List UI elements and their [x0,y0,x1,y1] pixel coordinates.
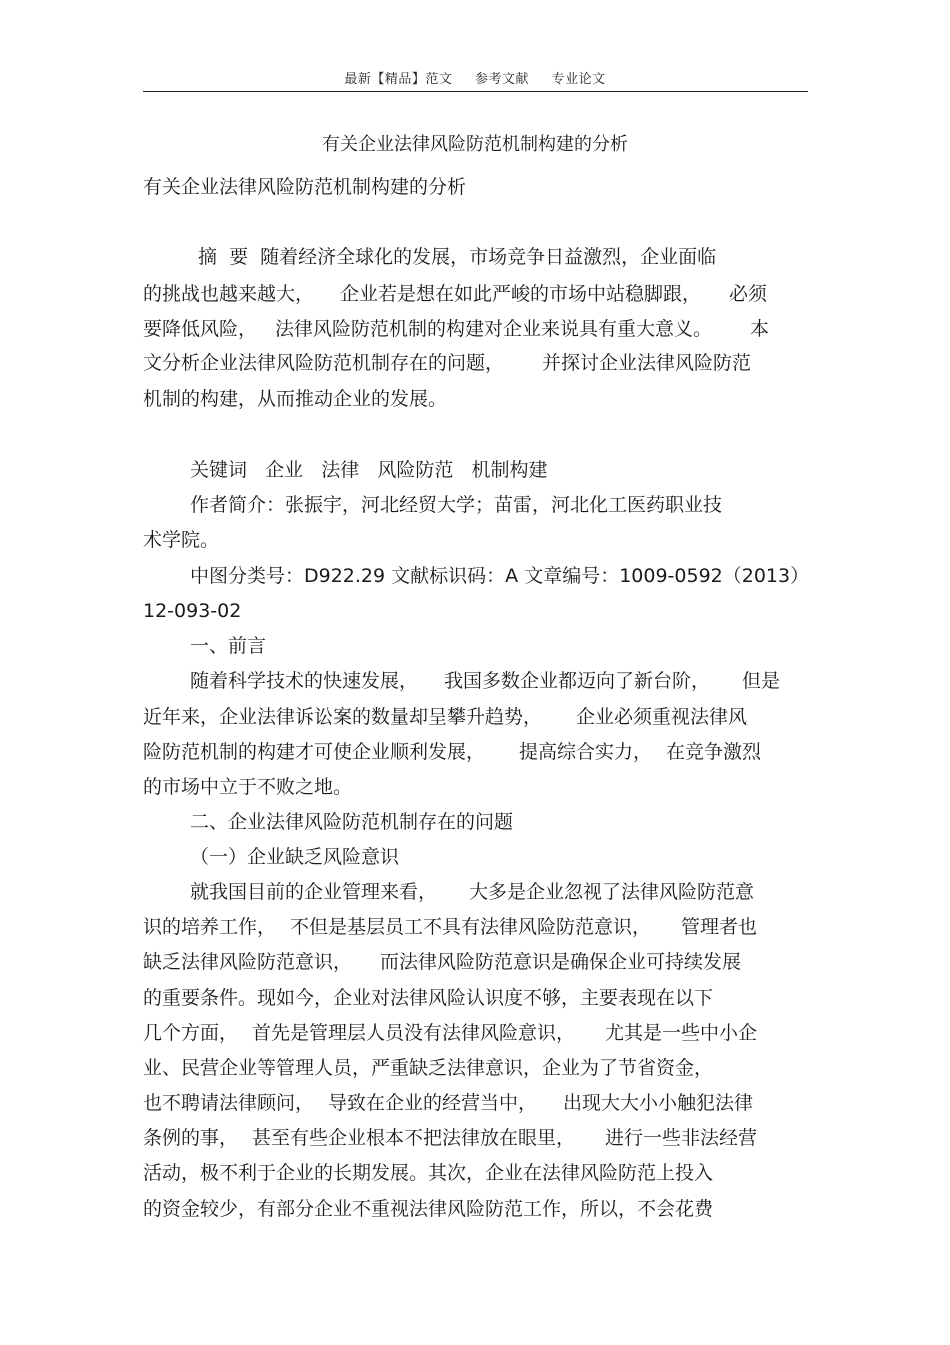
author-line: 术学院。 [143,529,220,551]
text-fragment: 不但是基层员工不具有法律风险防范意识， [290,916,652,938]
classification-line: 中图分类号：D922.29 文献标识码：A 文章编号：1009-0592（2013） [190,565,810,587]
paragraph-line [143,949,741,975]
paragraph-line [143,704,747,730]
document-subtitle: 有关企业法律风险防范机制构建的分析 [143,176,467,198]
text-fragment: 管理者也 [681,916,758,938]
paragraph-line: 的市场中立于不败之地。 [143,776,353,798]
page-header [0,68,950,87]
text-fragment: 近年来，企业法律诉讼案的数量却呈攀升趋势， [143,706,543,728]
text-fragment: 随着科学技术的快速发展， [190,670,419,692]
abstract-line [143,281,767,307]
text-fragment: 导致在企业的经营当中， [328,1092,538,1114]
keywords-line: 关键词 企业 法律 风险防范 机制构建 [190,459,548,481]
header-item-references: 参考文献 [474,72,529,87]
paragraph-line: 的资金较少，有部分企业不重视法律风险防范工作，所以，不会花费 [143,1198,714,1220]
abstract-line [143,350,751,376]
paragraph-line [143,1125,757,1151]
abstract-fragment: 本 [750,318,770,340]
text-fragment: 而法律风险防范意识是确保企业可持续发展 [380,951,742,973]
text-fragment: 但是 [742,670,781,692]
abstract-fragment: 的挑战也越来越大， [143,283,315,305]
text-fragment: 在竞争激烈 [666,741,762,763]
abstract-fragment: 法律风险防范机制的构建对企业来说具有重大意义。 [275,318,713,340]
abstract-fragment: 并探讨企业法律风险防范 [542,352,752,374]
document-title: 有关企业法律风险防范机制构建的分析 [322,134,628,155]
section-heading: 一、前言 [190,635,267,657]
text-fragment: 险防范机制的构建才可使企业顺利发展， [143,741,486,763]
text-fragment: 缺乏法律风险防范意识， [143,951,353,973]
text-fragment: 几个方面， [143,1022,239,1044]
text-fragment: 企业必须重视法律风 [576,706,748,728]
paragraph-line [143,914,757,940]
abstract-line: 摘 要 随着经济全球化的发展，市场竞争日益激烈，企业面临 [198,246,717,268]
paragraph-line [190,668,780,694]
text-fragment: 识的培养工作， [143,916,277,938]
text-fragment: 尤其是一些中小企 [605,1022,758,1044]
abstract-line: 机制的构建，从而推动企业的发展。 [143,388,448,410]
text-fragment: 首先是管理层人员没有法律风险意识， [252,1022,576,1044]
text-fragment: 条例的事， [143,1127,239,1149]
text-fragment: 甚至有些企业根本不把法律放在眼里， [252,1127,576,1149]
paragraph-line: 的重要条件。现如今，企业对法律风险认识度不够，主要表现在以下 [143,987,714,1009]
text-fragment: 出现大大小小触犯法律 [563,1092,754,1114]
paragraph-line: 业、民营企业等管理人员，严重缺乏法律意识，企业为了节省资金， [143,1057,714,1079]
paragraph-line [143,1020,757,1046]
paragraph-line [143,739,761,765]
text-fragment: 我国多数企业都迈向了新台阶， [444,670,711,692]
classification-line: 12-093-02 [143,600,242,622]
abstract-fragment: 要降低风险， [143,318,258,340]
section-heading: 二、企业法律风险防范机制存在的问题 [190,811,514,833]
abstract-fragment: 必须 [729,283,768,305]
text-fragment: 就我国目前的企业管理来看， [190,881,438,903]
paragraph-line: 活动，极不利于企业的长期发展。其次，企业在法律风险防范上投入 [143,1162,714,1184]
text-fragment: 大多是企业忽视了法律风险防范意 [469,881,755,903]
abstract-line [143,316,769,342]
text-fragment: 也不聘请法律顾问， [143,1092,315,1114]
paragraph-line [143,1090,753,1116]
header-item-fanwen: 最新【精品】范文 [344,72,453,87]
paragraph-line [190,879,754,905]
text-fragment: 提高综合实力， [519,741,653,763]
subsection-heading: （一）企业缺乏风险意识 [190,846,400,868]
abstract-fragment: 企业若是想在如此严峻的市场中站稳脚跟， [340,283,702,305]
text-fragment: 进行一些非法经营 [605,1127,758,1149]
header-rule [143,91,808,92]
author-line: 作者简介：张振宇，河北经贸大学；苗雷，河北化工医药职业技 [190,494,723,516]
header-item-papers: 专业论文 [551,72,606,87]
abstract-fragment: 文分析企业法律风险防范机制存在的问题， [143,352,505,374]
